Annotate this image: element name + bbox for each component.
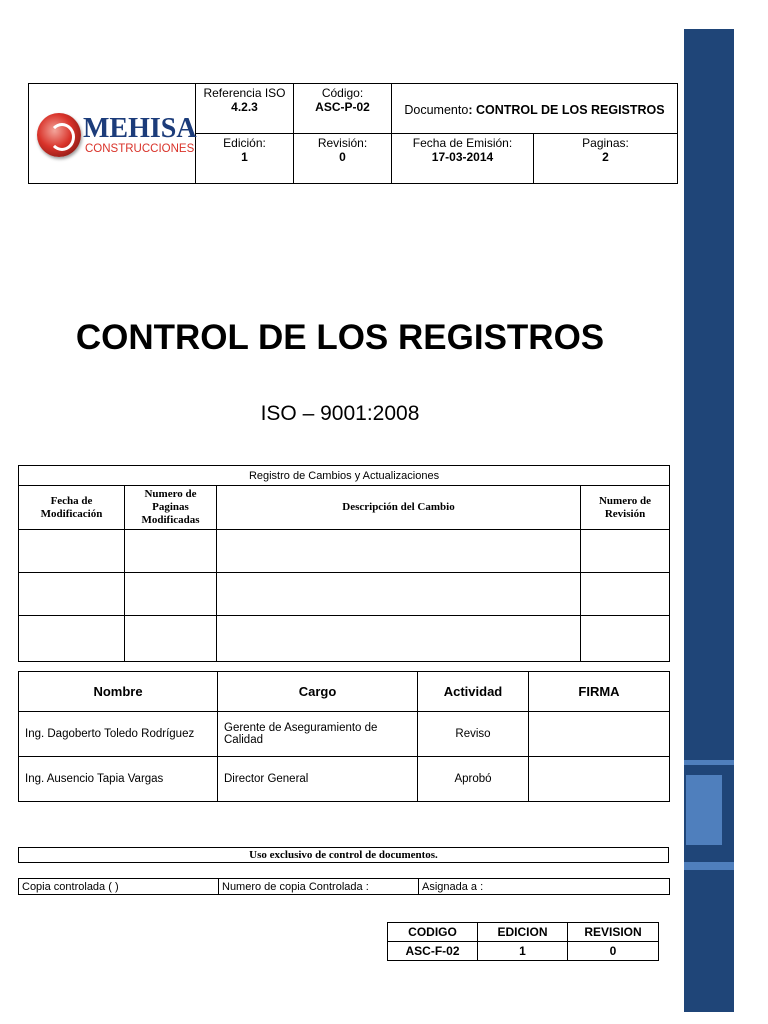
document-control-title: Uso exclusivo de control de documentos. [18,847,669,863]
fecha-cell [392,134,534,184]
ref-iso-cell [196,84,294,134]
codigo-value: ASC-P-02 [315,100,370,114]
document-subtitle: ISO – 9001:2008 [260,402,420,425]
side-accent-line [684,862,734,870]
codigo-cell [294,84,392,134]
logo-cell [29,84,196,184]
changes-header-fecha: Fecha de Modificación [19,486,125,530]
logo-swirl-icon [37,113,81,157]
company-logo [37,105,197,165]
changes-table [18,465,670,662]
copia-controlada: Copia controlada ( ) [19,879,219,895]
documento-cell [392,84,678,134]
sig-cargo: Director General [218,757,418,802]
sig-header-firma: FIRMA [529,672,670,712]
sig-actividad: Aprobó [418,757,529,802]
footer-header-edicion: EDICION [478,923,568,942]
edicion-label: Edición: [223,136,266,150]
footer-code-table [387,922,659,961]
sig-header-cargo: Cargo [218,672,418,712]
ref-iso-value: 4.2.3 [231,100,258,114]
changes-header-paginas: Numero de Paginas Modificadas [125,486,217,530]
footer-value-codigo: ASC-F-02 [388,942,478,961]
edicion-value: 1 [241,150,248,164]
footer-header-revision: REVISION [568,923,659,942]
logo-subtitle: CONSTRUCCIONES [85,142,195,155]
changes-caption: Registro de Cambios y Actualizaciones [19,466,670,486]
paginas-label: Paginas: [582,136,629,150]
footer-value-edicion: 1 [478,942,568,961]
codigo-label: Código: [321,86,364,100]
signatures-table [18,671,670,802]
copy-control-table [18,878,670,895]
fecha-label: Fecha de Emisión: [412,136,513,150]
numero-copia: Numero de copia Controlada : [219,879,419,895]
sig-firma [529,712,670,757]
side-accent-line [684,760,734,765]
revision-cell [294,134,392,184]
fecha-value: 17-03-2014 [431,150,494,164]
table-row [19,530,670,573]
table-row [19,712,670,757]
asignada-a: Asignada a : [419,879,670,895]
revision-label: Revisión: [317,136,368,150]
sig-header-nombre: Nombre [19,672,218,712]
side-accent-block [686,775,722,845]
sig-actividad: Reviso [418,712,529,757]
paginas-cell [534,134,678,184]
edicion-cell [196,134,294,184]
footer-value-revision: 0 [568,942,659,961]
ref-iso-label: Referencia ISO [203,86,286,100]
sig-nombre: Ing. Dagoberto Toledo Rodríguez [19,712,218,757]
logo-name: MEHISA [83,112,197,144]
sig-nombre: Ing. Ausencio Tapia Vargas [19,757,218,802]
changes-header-revision: Numero de Revisión [581,486,670,530]
table-row [19,573,670,616]
table-row [19,616,670,662]
sig-header-actividad: Actividad [418,672,529,712]
sig-cargo: Gerente de Aseguramiento de Calidad [218,712,418,757]
revision-value: 0 [339,150,346,164]
documento-label: Documento [404,102,469,117]
document-header-table [28,83,678,184]
document-title: CONTROL DE LOS REGISTROS [75,318,605,357]
changes-header-descripcion: Descripción del Cambio [217,486,581,530]
table-row [19,757,670,802]
paginas-value: 2 [602,150,609,164]
documento-value: : CONTROL DE LOS REGISTROS [468,102,665,117]
footer-header-codigo: CODIGO [388,923,478,942]
sig-firma [529,757,670,802]
